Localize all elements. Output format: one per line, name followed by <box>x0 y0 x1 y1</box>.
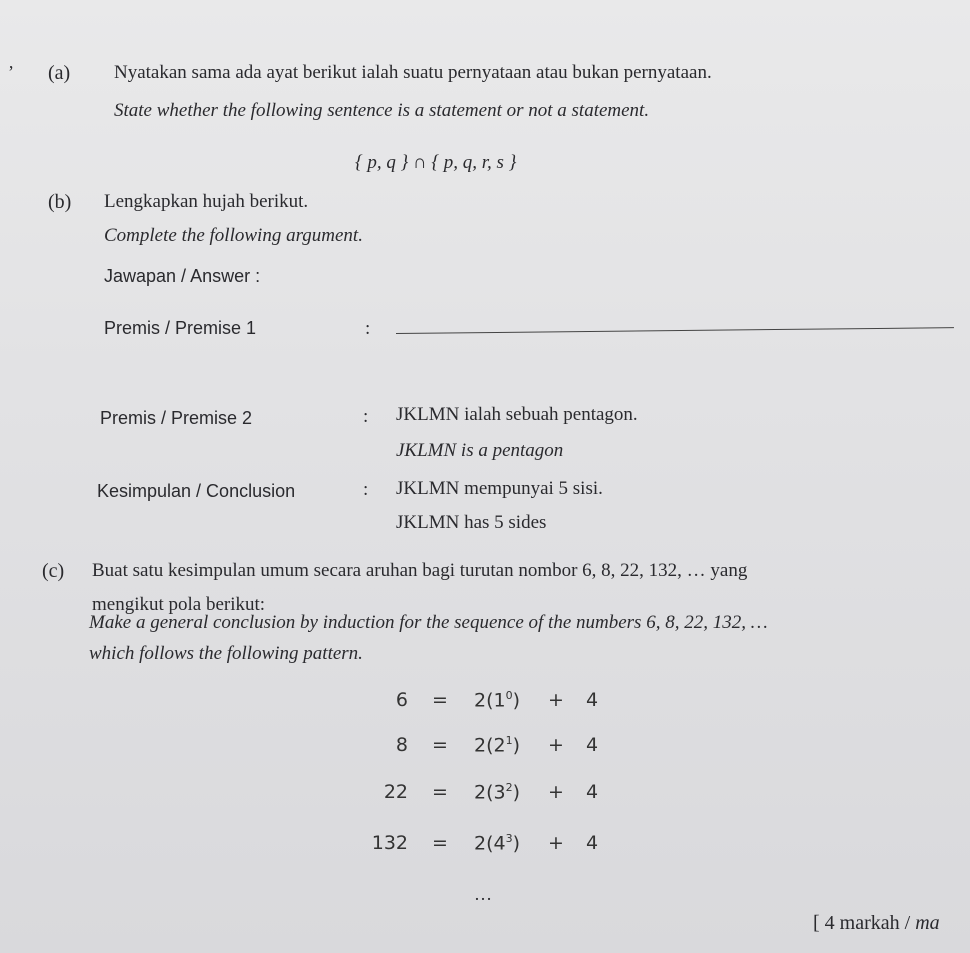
equation-coef: 2( <box>474 781 494 804</box>
part-b-text-en: Complete the following argument. <box>104 225 363 246</box>
equation-plus: + <box>548 781 564 803</box>
marks-text-italic: ma <box>915 912 940 934</box>
equation-const: 4 <box>586 832 599 854</box>
equation-rhs <box>474 689 520 711</box>
equation-equals: = <box>432 734 448 756</box>
equation-base: 4 <box>493 832 506 855</box>
equation-base: 2 <box>493 734 506 757</box>
part-c-text-en-1: Make a general conclusion by induction for the sequence of the numbers 6, 8, 22, 132, … <box>89 612 768 633</box>
equation-exponent: 1 <box>505 734 513 747</box>
equation-equals: = <box>432 689 448 711</box>
equation-row <box>0 832 970 862</box>
equation-lhs: 8 <box>395 734 408 756</box>
equation-row <box>0 734 970 764</box>
part-c-text-ms-2: mengikut pola berikut: <box>92 594 266 615</box>
equation-close: ) <box>512 832 521 855</box>
premise-2-text-en: JKLMN is a pentagon <box>396 440 564 461</box>
equation-close: ) <box>512 689 521 712</box>
part-c-text-en-2: which follows the following pattern. <box>89 643 363 664</box>
premise-2-colon: : <box>363 406 369 427</box>
equation-const: 4 <box>586 734 599 756</box>
conclusion-text-en: JKLMN has 5 sides <box>396 512 547 533</box>
premise-1-label: Premis / Premise 1 <box>104 318 257 338</box>
conclusion-colon: : <box>363 479 369 500</box>
equation-exponent: 0 <box>505 689 513 702</box>
equation-row <box>0 781 970 811</box>
equation-exponent: 2 <box>505 781 513 794</box>
equation-plus: + <box>548 734 564 756</box>
marks-text: [ 4 markah / <box>813 912 916 934</box>
premise-2-text-ms: JKLMN ialah sebuah pentagon. <box>396 404 638 425</box>
part-b-label: (b) <box>48 191 72 213</box>
equation-close: ) <box>512 781 521 804</box>
part-a-text-en: State whether the following sentence is a statement or not a statement. <box>114 100 650 121</box>
equation-rhs <box>474 832 520 854</box>
equation-lhs: 6 <box>395 689 408 711</box>
conclusion-text-ms: JKLMN mempunyai 5 sisi. <box>396 478 603 499</box>
equation-plus: + <box>548 689 564 711</box>
equation-close: ) <box>512 734 521 757</box>
answer-label: Jawapan / Answer : <box>104 266 261 286</box>
equation-const: 4 <box>586 781 599 803</box>
part-c-text-ms-1: Buat satu kesimpulan umum secara aruhan bagi turutan nombor 6, 8, 22, 132, … yang <box>92 560 748 581</box>
part-b-text-ms: Lengkapkan hujah berikut. <box>104 191 309 212</box>
set-expression: { p, q } ∩ { p, q, r, s } <box>355 152 517 173</box>
sequence-ellipsis: … <box>474 884 492 904</box>
equation-rhs <box>474 781 520 803</box>
premise-1-answer-line[interactable] <box>396 327 954 334</box>
part-a-label: (a) <box>48 62 71 84</box>
equation-exponent: 3 <box>505 832 513 845</box>
equation-coef: 2( <box>474 689 494 712</box>
equation-coef: 2( <box>474 832 494 855</box>
equation-const: 4 <box>586 689 599 711</box>
equation-plus: + <box>548 832 564 854</box>
conclusion-label: Kesimpulan / Conclusion <box>97 481 296 501</box>
equation-equals: = <box>432 832 448 854</box>
equation-base: 3 <box>493 781 506 804</box>
equation-row <box>0 689 970 719</box>
equation-base: 1 <box>493 689 506 712</box>
equation-coef: 2( <box>474 734 494 757</box>
equation-lhs: 22 <box>383 781 408 803</box>
equation-rhs <box>474 734 520 756</box>
margin-mark: ʼ <box>8 62 14 82</box>
equation-equals: = <box>432 781 448 803</box>
marks-label <box>813 912 940 935</box>
equation-lhs: 132 <box>371 832 408 854</box>
premise-1-colon: : <box>365 318 371 339</box>
premise-2-label: Premis / Premise 2 <box>100 408 253 428</box>
part-c-label: (c) <box>42 560 65 582</box>
part-a-text-ms: Nyatakan sama ada ayat berikut ialah suatu pernyataan atau bukan pernyataan. <box>114 62 712 83</box>
